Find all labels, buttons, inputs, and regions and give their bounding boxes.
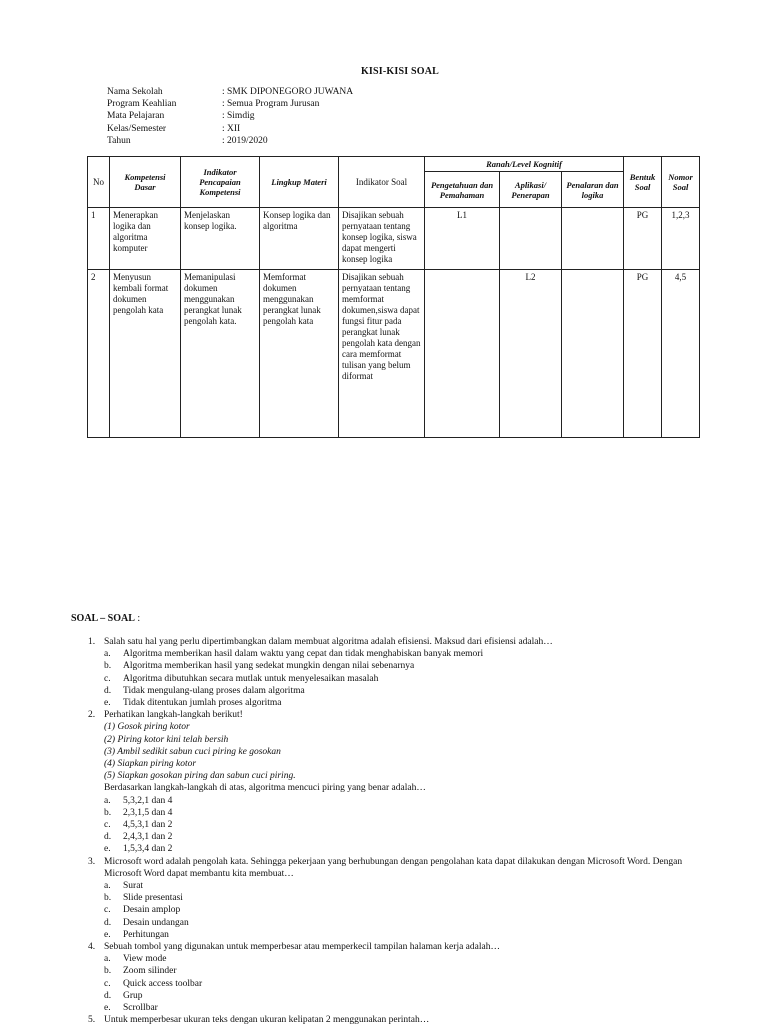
option-letter: d. [104,685,112,696]
meta-key: Kelas/Semester [107,123,167,134]
cell-pengetahuan: L1 [425,208,500,270]
soal-heading [71,613,140,626]
cell-penalaran [562,208,624,270]
cell-nomor: 4,5 [662,270,700,438]
option [104,673,708,685]
cell-kompetensi: Menyusun kembali format dokumen pengolah kata [110,270,181,438]
question-number: 1. [88,637,96,647]
option-letter: a. [104,954,111,965]
question-number: 2. [88,710,96,721]
meta-value: : Semua Program Jurusan [222,99,320,110]
soal-heading-label: SOAL – SOAL [71,613,135,624]
option-letter: e. [104,929,111,940]
option [104,807,708,819]
option-letter: e. [104,698,111,709]
option-text: 1,5,3,4 dan 2 [123,844,173,855]
header-ranah-level: Ranah/Level Kognitif [425,157,624,172]
meta-row [107,136,353,148]
option-text: View mode [123,954,167,965]
cell-indikator-kompetensi: Menjelaskan konsep logika. [181,208,260,270]
cell-lingkup: Konsep logika dan algoritma [260,208,339,270]
option-text: 4,5,3,1 dan 2 [123,820,173,831]
option-letter: b. [104,966,112,977]
option-letter: e. [104,844,111,855]
option-text: Zoom silinder [123,966,177,977]
option [104,660,708,672]
option-letter: d. [104,832,112,843]
step-item: (4) Siapkan piring kotor [104,759,197,770]
question-4 [88,941,708,953]
option-text: Desain undangan [123,917,189,928]
header-penalaran: Penalaran dan logika [562,172,624,208]
cell-indikator-soal: Disajikan sebuah pernyataan tentang konsep logika, siswa dapat mengerti konsep logika [339,208,425,270]
option [104,929,708,941]
option [104,880,708,892]
option-text: Desain amplop [123,905,181,916]
question-text: Perhatikan langkah-langkah berikut! [104,710,243,721]
option-text: Tidak ditentukan jumlah proses algoritma [123,698,282,709]
document-title: KISI-KISI SOAL [360,66,440,77]
meta-value: : SMK DIPONEGORO JUWANA [222,87,354,97]
header-indikator-soal: Indikator Soal [339,157,425,208]
option-letter: c. [104,673,111,684]
cell-nomor: 1,2,3 [662,208,700,270]
option-letter: d. [104,990,112,1001]
option [104,904,708,916]
option [104,892,708,904]
option [104,843,708,855]
cell-lingkup: Memformat dokumen menggunakan perangkat lunak pengolah kata [260,270,339,438]
cell-bentuk: PG [624,208,662,270]
question-list [88,636,708,1027]
question-2 [88,709,708,721]
cell-indikator-soal: Disajikan sebuah pernyataan tentang memformat dokumen,siswa dapat fungsi fitur pada perangkat lunak pengolah kata dengan cara memformat tulisan yang belum diformat [339,270,425,438]
cell-pengetahuan [425,270,500,438]
option [104,819,708,831]
cell-aplikasi: L2 [500,270,562,438]
option-text: 5,3,2,1 dan 4 [123,795,173,806]
question-number: 4. [88,942,96,953]
option [104,965,708,977]
cell-penalaran [562,270,624,438]
option-letter: a. [104,881,111,892]
question-text: Salah satu hal yang perlu dipertimbangkan dalam membuat algoritma adalah efisiensi. Maksud dari efisiensi adalah… [104,637,553,647]
meta-key: Nama Sekolah [107,87,163,97]
question-5 [88,1014,708,1026]
option-text: Scrollbar [123,1003,158,1014]
soal-heading-colon: : [134,613,141,624]
option [104,685,708,697]
step-item: (3) Ambil sedikit sabun cuci piring ke gosokan [104,746,281,757]
meta-row [107,99,353,111]
question-number: 3. [88,856,96,867]
step-item: (5) Siapkan gosokan piring dan sabun cuci piring. [104,771,296,782]
option-text: 2,3,1,5 dan 4 [123,807,173,818]
question-followup: Berdasarkan langkah-langkah di atas, algoritma mencuci piring yang benar adalah… [104,783,426,794]
header-lingkup-materi: Lingkup Materi [260,157,339,208]
option-letter: c. [104,978,111,989]
option-letter: b. [104,661,112,672]
meta-row [107,111,353,123]
cell-no: 1 [88,208,110,270]
header-kompetensi-dasar: Kompetensi Dasar [110,157,181,208]
option-text: Slide presentasi [123,893,183,904]
option-letter: b. [104,893,112,904]
meta-key: Mata Pelajaran [107,111,165,122]
option [104,1002,708,1014]
header-nomor-soal: Nomor Soal [662,157,700,208]
question-text: Microsoft word adalah pengolah kata. Sehingga pekerjaan yang berhubungan dengan pengolahan kata dapat dilakukan dengan Microsoft Word. Dengan Microsoft Word dapat membantu kita membuat… [104,856,683,879]
option-text: 2,4,3,1 dan 2 [123,832,173,843]
option-letter: b. [104,807,112,818]
header-indikator-kompetensi: Indikator Pencapaian Kompetensi [181,157,260,208]
step-item: (1) Gosok piring kotor [104,722,190,733]
question-text: Sebuah tombol yang digunakan untuk memperbesar atau memperkecil tampilan halaman kerja adalah… [104,942,500,953]
header-pengetahuan: Pengetahuan dan Pemahaman [425,172,500,208]
header-no: No [88,157,110,208]
option-text: Algoritma memberikan hasil yang sedekat mungkin dengan nilai sebenarnya [123,661,415,672]
identity-block [107,87,353,148]
option-text: Tidak mengulang-ulang proses dalam algoritma [123,685,305,696]
cell-kompetensi: Menerapkan logika dan algoritma komputer [110,208,181,270]
option-letter: e. [104,1003,111,1014]
option [104,697,708,709]
cell-no: 2 [88,270,110,438]
option [104,953,708,965]
question-1 [88,636,708,648]
option [104,917,708,929]
meta-row [107,124,353,136]
cell-bentuk: PG [624,270,662,438]
header-aplikasi: Aplikasi/ Penerapan [500,172,562,208]
option-text: Algoritma dibutuhkan secara mutlak untuk menyelesaikan masalah [123,673,379,684]
step-item: (2) Piring kotor kini telah bersih [104,734,229,745]
option-letter: a. [104,649,111,660]
option [104,990,708,1002]
option [104,795,708,807]
question-text: Untuk memperbesar ukuran teks dengan ukuran kelipatan 2 menggunakan perintah… [104,1015,430,1026]
kisi-kisi-table [87,156,700,438]
option-text: Algoritma memberikan hasil dalam waktu yang cepat dan tidak menghabiskan banyak memori [123,649,484,660]
question-number: 5. [88,1015,96,1026]
table-row [88,208,700,270]
cell-aplikasi [500,208,562,270]
option-letter: a. [104,795,111,806]
option-text: Surat [123,881,144,892]
option-letter: c. [104,820,111,831]
option-text: Grup [123,990,143,1001]
header-bentuk-soal: Bentuk Soal [624,157,662,208]
option [104,648,708,660]
meta-value: : Simdig [222,111,255,122]
table-row [88,270,700,438]
option [104,831,708,843]
option-text: Quick access toolbar [123,978,203,989]
meta-value: : 2019/2020 [222,135,268,146]
option-letter: c. [104,905,111,916]
meta-key: Tahun [107,135,131,146]
option-letter: d. [104,917,112,928]
meta-key: Program Keahlian [107,99,177,110]
meta-value: : XII [222,123,241,134]
cell-indikator-kompetensi: Memanipulasi dokumen menggunakan perangkat lunak pengolah kata. [181,270,260,438]
option [104,978,708,990]
meta-row [107,87,353,99]
option-text: Perhitungan [123,929,169,940]
question-3 [88,856,708,880]
